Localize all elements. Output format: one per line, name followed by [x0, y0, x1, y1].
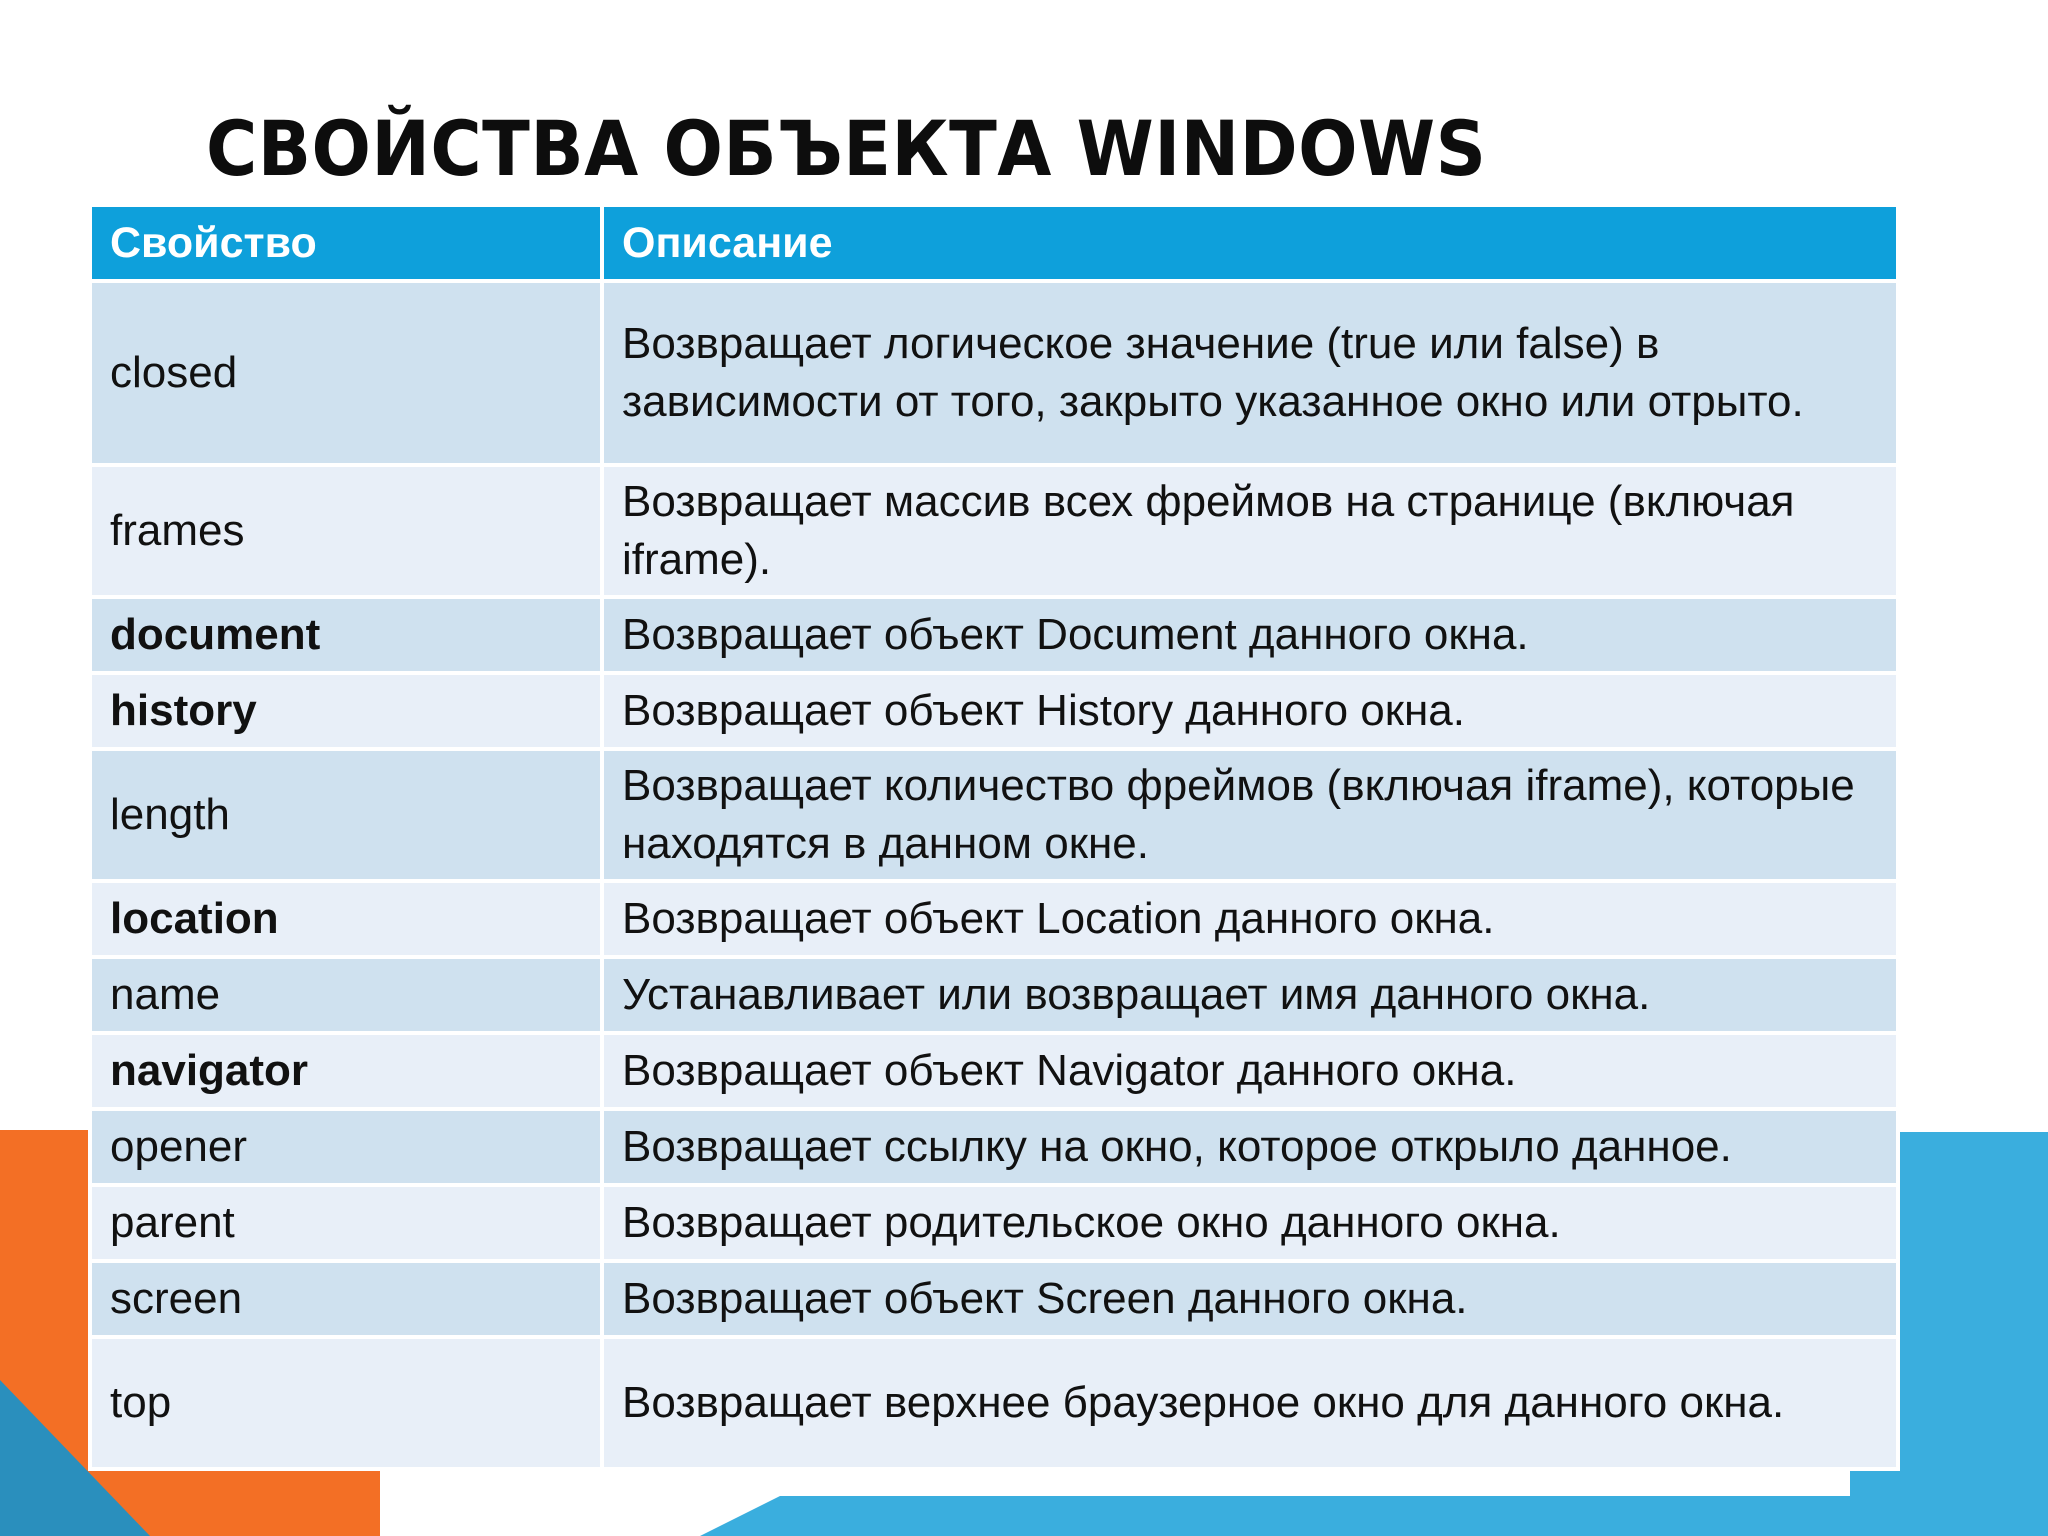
- description-cell: Возвращает объект History данного окна.: [602, 673, 1898, 749]
- column-header-property: Свойство: [90, 205, 602, 281]
- properties-table: [88, 203, 1900, 1471]
- table-row: [90, 957, 1898, 1033]
- description-cell: Возвращает объект Screen данного окна.: [602, 1261, 1898, 1337]
- description-cell: Возвращает родительское окно данного окна.: [602, 1185, 1898, 1261]
- table-row: [90, 281, 1898, 465]
- property-cell: length: [90, 749, 602, 881]
- property-cell: name: [90, 957, 602, 1033]
- description-cell: Возвращает объект Navigator данного окна.: [602, 1033, 1898, 1109]
- description-cell: Устанавливает или возвращает имя данного окна.: [602, 957, 1898, 1033]
- property-cell: frames: [90, 465, 602, 597]
- column-header-description: Описание: [602, 205, 1898, 281]
- table-header-row: [90, 205, 1898, 281]
- property-cell: document: [90, 597, 602, 673]
- description-cell: Возвращает объект Location данного окна.: [602, 881, 1898, 957]
- property-cell: location: [90, 881, 602, 957]
- table-row: [90, 1185, 1898, 1261]
- description-cell: Возвращает объект Document данного окна.: [602, 597, 1898, 673]
- description-cell: Возвращает верхнее браузерное окно для данного окна.: [602, 1337, 1898, 1469]
- decor-blue-strip: [780, 1496, 2048, 1536]
- description-cell: Возвращает количество фреймов (включая iframe), которые находятся в данном окне.: [602, 749, 1898, 881]
- property-cell: parent: [90, 1185, 602, 1261]
- description-cell: Возвращает ссылку на окно, которое открыло данное.: [602, 1109, 1898, 1185]
- table-row: [90, 465, 1898, 597]
- decor-blue-slant: [700, 1496, 780, 1536]
- description-cell: Возвращает логическое значение (true или false) в зависимости от того, закрыто указанное окно или отрыто.: [602, 281, 1898, 465]
- table-row: [90, 673, 1898, 749]
- property-cell: screen: [90, 1261, 602, 1337]
- table-row: [90, 749, 1898, 881]
- slide-title: СВОЙСТВА ОБЪЕКТА WINDOWS: [206, 104, 1487, 193]
- table-row: [90, 1337, 1898, 1469]
- table-row: [90, 1033, 1898, 1109]
- description-cell: Возвращает массив всех фреймов на странице (включая iframe).: [602, 465, 1898, 597]
- property-cell: opener: [90, 1109, 602, 1185]
- property-cell: navigator: [90, 1033, 602, 1109]
- table-row: [90, 1261, 1898, 1337]
- property-cell: top: [90, 1337, 602, 1469]
- table-row: [90, 597, 1898, 673]
- property-cell: closed: [90, 281, 602, 465]
- property-cell: history: [90, 673, 602, 749]
- table-row: [90, 1109, 1898, 1185]
- table-row: [90, 881, 1898, 957]
